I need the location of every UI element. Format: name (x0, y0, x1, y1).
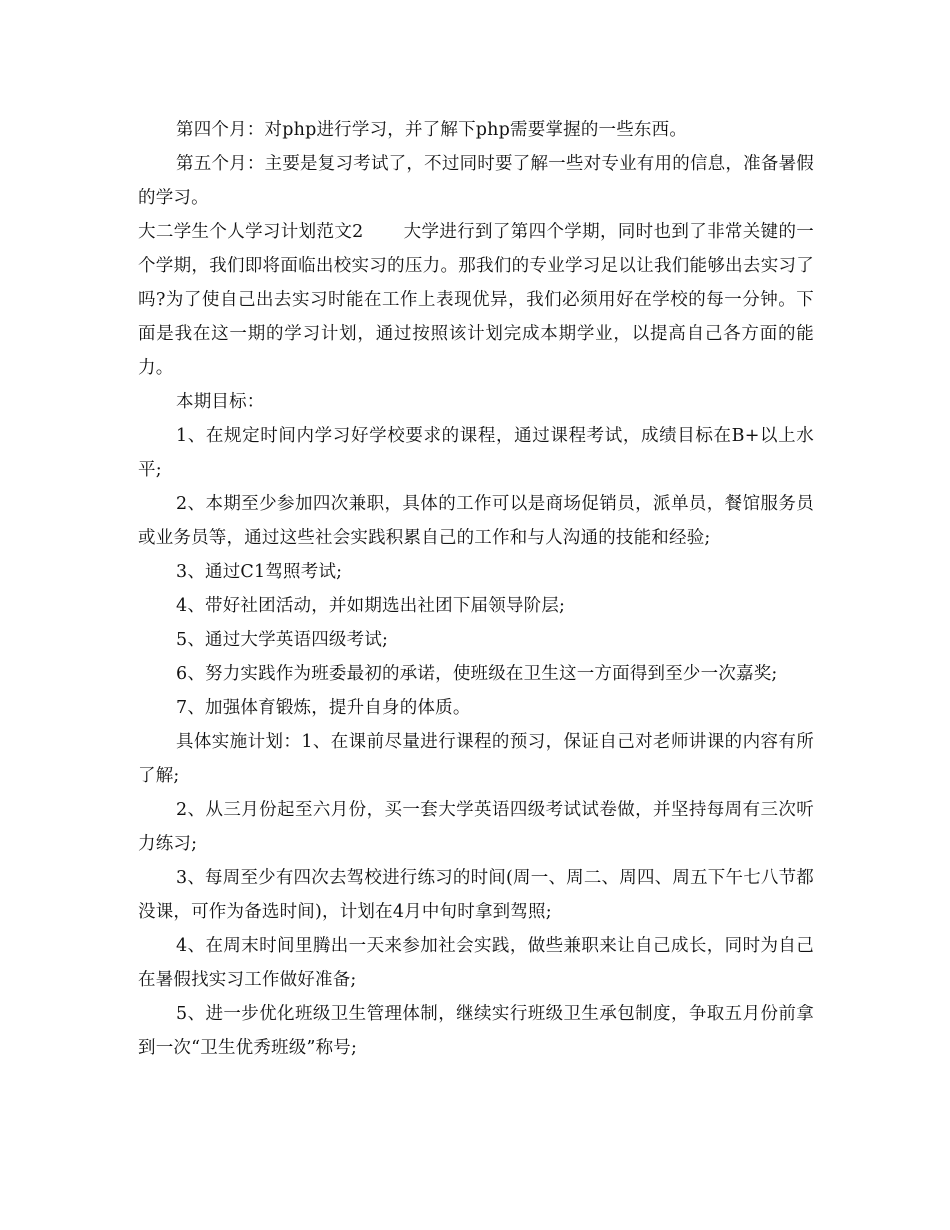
goal-item: 6、努力实践作为班委最初的承诺，使班级在卫生这一方面得到至少一次嘉奖; (176, 664, 778, 684)
paragraph-month-four: 第四个月：对php进行学习，并了解下php需要掌握的一些东西。 (176, 120, 688, 140)
goal-item: 4、带好社团活动，并如期选出社团下届领导阶层; (176, 596, 566, 616)
goal-item: 2、本期至少参加四次兼职，具体的工作可以是商场促销员，派单员，餐馆服务员或业务员等，通过这些社会实践积累自己的工作和与人沟通的技能和经验; (138, 494, 814, 548)
paragraph-month-five: 第五个月：主要是复习考试了，不过同时要了解一些对专业有用的信息，准备暑假的学习。 (138, 154, 814, 208)
goal-item: 7、加强体育锻炼，提升自身的体质。 (176, 698, 471, 718)
section-title: 大二学生个人学习计划范文2 (138, 222, 364, 242)
section-intro-text: 大学进行到了第四个学期，同时也到了非常关键的一个学期，我们即将面临出校实习的压力。那我们的专业学习足以让我们能够出去实习了吗?为了使自己出去实习时能在工作上表现优异，我们必须用好在学校的每一分钟。下面是我在这一期的学习计划，通过按照该计划完成本期学业，以提高自己各方面的能力。 (138, 222, 815, 378)
goal-item: 1、在规定时间内学习好学校要求的课程，通过课程考试，成绩目标在B+以上水平; (138, 426, 814, 480)
goal-item: 5、通过大学英语四级考试; (176, 630, 389, 650)
plan-item: 3、每周至少有四次去驾校进行练习的时间(周一、周二、周四、周五下午七八节都没课，可作为备选时间)，计划在4月中旬时拿到驾照; (138, 868, 814, 922)
goal-item: 3、通过C1驾照考试; (176, 562, 343, 582)
document-body (138, 113, 814, 1065)
section-intro-paragraph (138, 215, 814, 385)
plan-item: 2、从三月份起至六月份，买一套大学英语四级考试试卷做，并坚持每周有三次听力练习; (138, 800, 814, 854)
plan-item: 4、在周末时间里腾出一天来参加社会实践，做些兼职来让自己成长，同时为自己在暑假找实习工作做好准备; (138, 936, 814, 990)
plan-item: 5、进一步优化班级卫生管理体制，继续实行班级卫生承包制度，争取五月份前拿到一次“卫生优秀班级”称号; (138, 1004, 814, 1058)
goals-heading: 本期目标： (176, 392, 265, 412)
plan-item: 具体实施计划：1、在课前尽量进行课程的预习，保证自己对老师讲课的内容有所了解; (138, 732, 814, 786)
